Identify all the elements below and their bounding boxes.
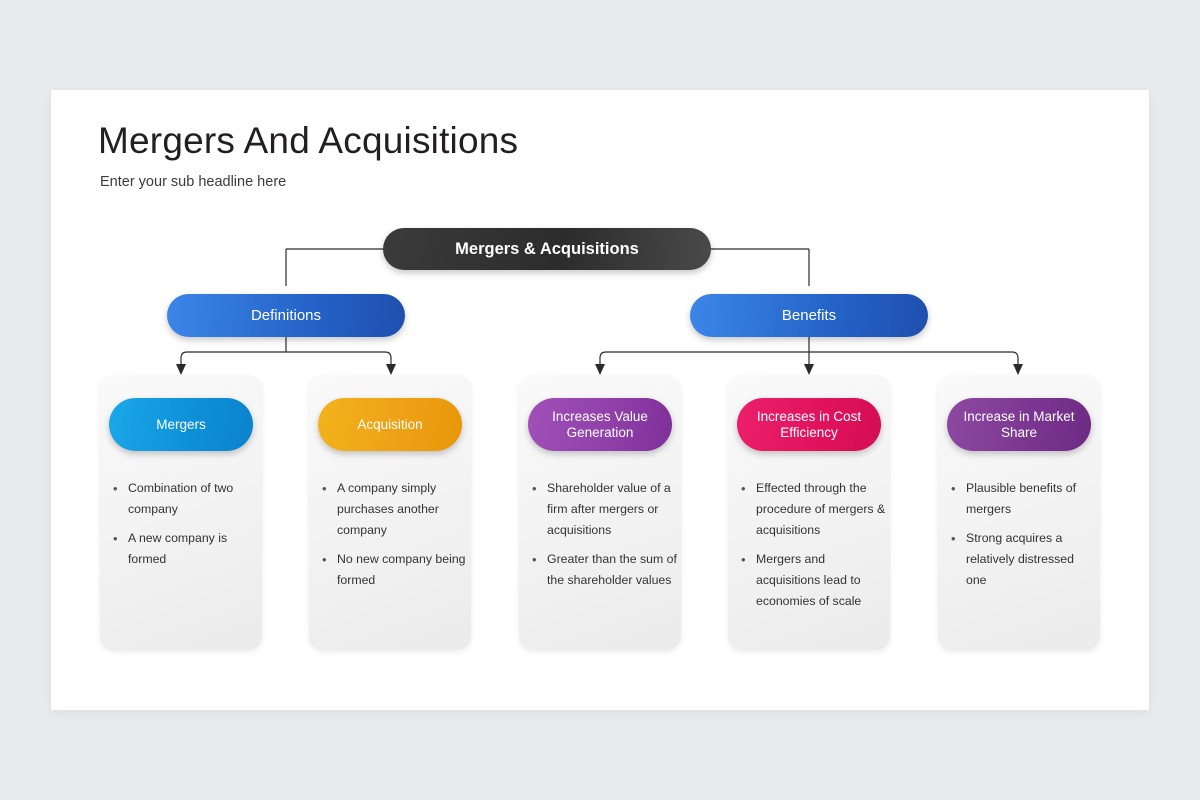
- card-bullets-increase-in-market-share: [948, 478, 1096, 599]
- list-item: • Effected through the procedure of mergers & acquisitions: [738, 478, 886, 541]
- card-title-increases-in-cost-efficiency[interactable]: Increases in Cost Efficiency: [737, 398, 881, 451]
- card-increases-value-generation[interactable]: [519, 375, 681, 650]
- page-subtitle: Enter your sub headline here: [100, 174, 287, 190]
- branch-node-definitions[interactable]: Definitions: [167, 294, 405, 337]
- list-item: • No new company being formed: [319, 549, 467, 591]
- card-title-increase-in-market-share[interactable]: Increase in Market Share: [947, 398, 1091, 451]
- list-item: • Combination of two company: [110, 478, 258, 520]
- branch-node-benefits[interactable]: Benefits: [690, 294, 928, 337]
- card-bullets-acquisition: [319, 478, 467, 599]
- list-item: • Plausible benefits of mergers: [948, 478, 1096, 520]
- card-increases-in-cost-efficiency[interactable]: [728, 375, 890, 650]
- list-item: • A company simply purchases another company: [319, 478, 467, 541]
- list-item: • Strong acquires a relatively distressed one: [948, 528, 1096, 591]
- card-title-acquisition[interactable]: Acquisition: [318, 398, 462, 451]
- list-item: • Shareholder value of a firm after mergers or acquisitions: [529, 478, 677, 541]
- card-bullets-mergers: [110, 478, 258, 578]
- card-acquisition[interactable]: [309, 375, 471, 650]
- card-bullets-increases-in-cost-efficiency: [738, 478, 886, 620]
- slide-canvas: [51, 90, 1149, 710]
- card-bullets-increases-value-generation: [529, 478, 677, 599]
- card-title-mergers[interactable]: Mergers: [109, 398, 253, 451]
- mergers-acquisitions-diagram: [51, 90, 1149, 710]
- root-node[interactable]: Mergers & Acquisitions: [383, 228, 711, 270]
- card-increase-in-market-share[interactable]: [938, 375, 1100, 650]
- list-item: • Mergers and acquisitions lead to economies of scale: [738, 549, 886, 612]
- card-title-increases-value-generation[interactable]: Increases Value Generation: [528, 398, 672, 451]
- card-mergers[interactable]: [100, 375, 262, 650]
- list-item: • A new company is formed: [110, 528, 258, 570]
- page-title: Mergers And Acquisitions: [98, 120, 519, 161]
- list-item: • Greater than the sum of the shareholder values: [529, 549, 677, 591]
